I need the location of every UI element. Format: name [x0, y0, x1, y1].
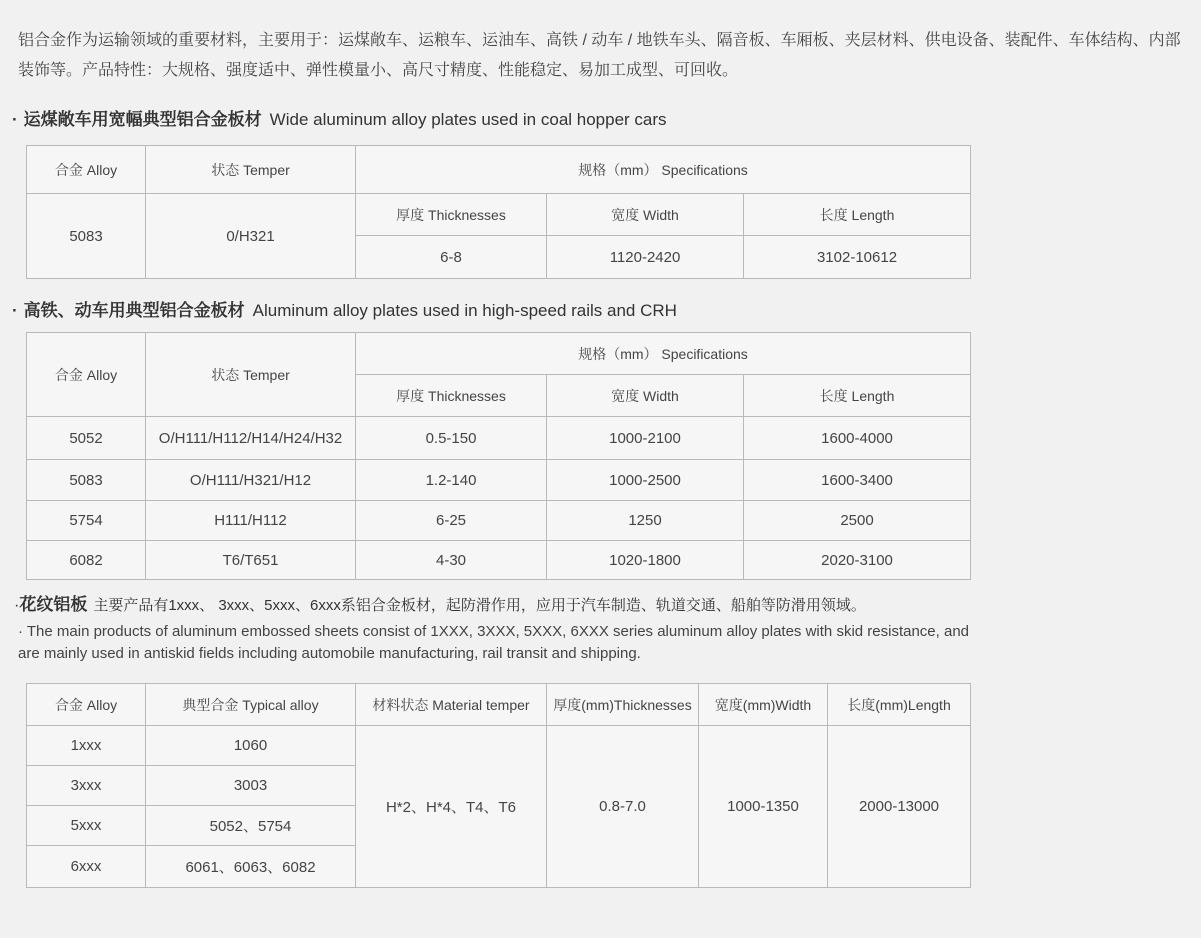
- table-row: [27, 541, 971, 580]
- cell-thickness: 6-25: [356, 501, 547, 541]
- cell-typical-alloy: 1060: [146, 726, 356, 766]
- cell-alloy: 5083: [27, 460, 146, 501]
- header-thickness: 厚度(mm)Thicknesses: [547, 684, 699, 726]
- header-alloy: 合金 Alloy: [27, 146, 146, 194]
- cell-temper: O/H111/H321/H12: [146, 460, 356, 501]
- cell-typical-alloy: 5052、5754: [146, 806, 356, 846]
- intro-paragraph: 铝合金作为运输领域的重要材料，主要用于：运煤敞车、运粮车、运油车、高铁 / 动车 / 地铁车头、隔音板、车厢板、夹层材料、供电设备、装配件、车体结构、内部装饰等。产品特性：大规格、强度适中、弹性模量小、高尺寸精度、性能稳定、易加工成型、可回收。: [18, 32, 1181, 79]
- header-thickness: 厚度 Thicknesses: [356, 375, 547, 417]
- cell-width: 1020-1800: [547, 541, 744, 580]
- header-length: 长度 Length: [744, 194, 971, 236]
- cell-temper: O/H111/H112/H14/H24/H32: [146, 417, 356, 460]
- cell-length: 2020-3100: [744, 541, 971, 580]
- cell-thickness: 0.8-7.0: [547, 726, 699, 888]
- cell-temper: T6/T651: [146, 541, 356, 580]
- cell-length: 1600-3400: [744, 460, 971, 501]
- header-width: 宽度 Width: [547, 375, 744, 417]
- cell-alloy: 5xxx: [27, 806, 146, 846]
- cell-alloy: 5754: [27, 501, 146, 541]
- cell-length: 2000-13000: [828, 726, 971, 888]
- section3-heading: [14, 590, 866, 615]
- cell-thickness: 0.5-150: [356, 417, 547, 460]
- cell-width: 1000-2100: [547, 417, 744, 460]
- cell-typical-alloy: 3003: [146, 766, 356, 806]
- header-thickness: 厚度 Thicknesses: [356, 194, 547, 236]
- cell-material-temper: H*2、H*4、T4、T6: [356, 726, 547, 888]
- cell-temper: H111/H112: [146, 501, 356, 541]
- cell-temper: 0/H321: [146, 194, 356, 279]
- header-width: 宽度 Width: [547, 194, 744, 236]
- cell-alloy: 5052: [27, 417, 146, 460]
- header-length: 长度 Length: [744, 375, 971, 417]
- cell-width: 1120-2420: [547, 236, 744, 279]
- cell-alloy: 6xxx: [27, 846, 146, 888]
- section1-heading: [12, 105, 667, 130]
- section1-title-en: Wide aluminum alloy plates used in coal hopper cars: [269, 110, 667, 129]
- cell-length: 2500: [744, 501, 971, 541]
- section3-desc-zh: 主要产品有1xxx、 3xxx、5xxx、6xxx系铝合金板材，起防滑作用，应用于汽车制造、轨道交通、船舶等防滑用领域。: [93, 597, 866, 614]
- bullet: ·: [12, 110, 18, 129]
- header-temper: 状态 Temper: [146, 146, 356, 194]
- header-material-temper: 材料状态 Material temper: [356, 684, 547, 726]
- section3-desc-en: · The main products of aluminum embossed sheets consist of 1XXX, 3XXX, 5XXX, 6XXX series aluminum alloy plates with skid resistance, and are mainly used in antiskid fields including automobile manufacturing, rail transit and shipping.: [18, 623, 970, 662]
- table-row: [27, 417, 971, 460]
- cell-length: 1600-4000: [744, 417, 971, 460]
- embossed-sheet-table: [26, 683, 971, 888]
- cell-alloy: 6082: [27, 541, 146, 580]
- header-temper: 状态 Temper: [146, 333, 356, 417]
- header-alloy: 合金 Alloy: [27, 684, 146, 726]
- high-speed-rail-table: [26, 332, 971, 580]
- header-spec: 规格（mm） Specifications: [356, 146, 971, 194]
- section1-title-zh: 运煤敞车用宽幅典型铝合金板材: [23, 110, 262, 129]
- header-length: 长度(mm)Length: [828, 684, 971, 726]
- header-width: 宽度(mm)Width: [699, 684, 828, 726]
- cell-length: 3102-10612: [744, 236, 971, 279]
- cell-thickness: 4-30: [356, 541, 547, 580]
- table-row: [27, 726, 971, 766]
- cell-width: 1000-1350: [699, 726, 828, 888]
- cell-alloy: 3xxx: [27, 766, 146, 806]
- cell-alloy: 1xxx: [27, 726, 146, 766]
- cell-width: 1000-2500: [547, 460, 744, 501]
- bullet: ·: [14, 597, 20, 614]
- section2-title-zh: 高铁、动车用典型铝合金板材: [23, 301, 245, 320]
- table-row: [27, 460, 971, 501]
- coal-hopper-table: [26, 145, 971, 279]
- section3-title-zh: 花纹铝板: [19, 595, 88, 614]
- section2-title-en: Aluminum alloy plates used in high-speed rails and CRH: [252, 301, 677, 320]
- cell-width: 1250: [547, 501, 744, 541]
- table-row: [27, 501, 971, 541]
- header-typical-alloy: 典型合金 Typical alloy: [146, 684, 356, 726]
- cell-alloy: 5083: [27, 194, 146, 279]
- cell-typical-alloy: 6061、6063、6082: [146, 846, 356, 888]
- header-alloy: 合金 Alloy: [27, 333, 146, 417]
- header-spec: 规格（mm） Specifications: [356, 333, 971, 375]
- bullet: ·: [12, 301, 18, 320]
- section2-heading: [12, 296, 677, 321]
- cell-thickness: 1.2-140: [356, 460, 547, 501]
- cell-thickness: 6-8: [356, 236, 547, 279]
